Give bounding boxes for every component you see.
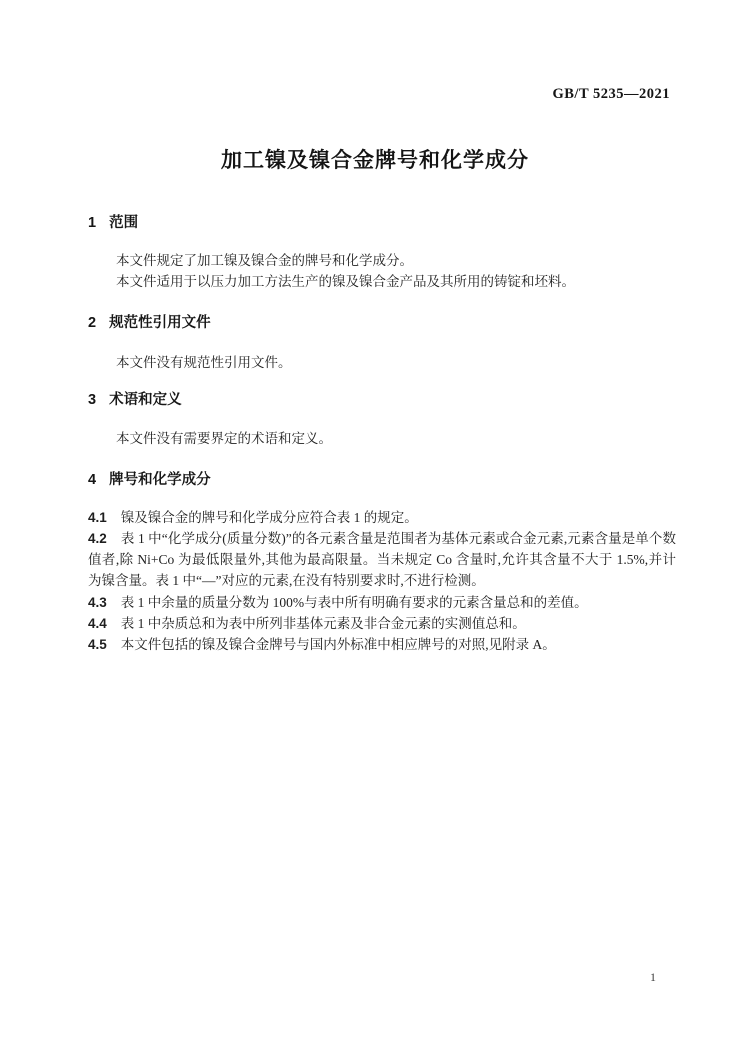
section-title: 范围 bbox=[109, 215, 139, 231]
paragraph: 本文件没有需要界定的术语和定义。 bbox=[116, 431, 332, 446]
page-title: 加工镍及镍合金牌号和化学成分 bbox=[221, 149, 529, 172]
clause-text: 表 1 中余量的质量分数为 100%与表中所有明确有要求的元素含量总和的差值。 bbox=[120, 595, 588, 610]
clause-text: 表 1 中“化学成分(质量分数)”的各元素含量是范围者为基体元素或合金元素,元素含量是单个数 bbox=[120, 531, 676, 546]
section-title: 牌号和化学成分 bbox=[109, 472, 211, 488]
clause-number: 4.4 bbox=[88, 616, 107, 631]
section-title: 规范性引用文件 bbox=[109, 315, 211, 331]
clause-number: 4.1 bbox=[88, 510, 107, 525]
paragraph: 本文件规定了加工镍及镍合金的牌号和化学成分。 bbox=[116, 253, 413, 268]
section-number: 1 bbox=[88, 215, 97, 231]
section-2-heading bbox=[88, 313, 676, 334]
clause-4-1 bbox=[88, 507, 676, 528]
clause-number: 4.5 bbox=[88, 637, 107, 652]
section-number: 4 bbox=[88, 472, 97, 488]
clause-4-2-continuation: 值者,除 Ni+Co 为最低限量外,其他为最高限量。当未规定 Co 含量时,允许其含量不大于 1.5%,并计 bbox=[88, 552, 676, 567]
section-title: 术语和定义 bbox=[109, 392, 182, 408]
section-3-heading bbox=[88, 390, 676, 411]
doc-number: GB/T 5235—2021 bbox=[552, 86, 670, 102]
clause-text: 表 1 中杂质总和为表中所列非基体元素及非合金元素的实测值总和。 bbox=[120, 616, 526, 631]
section-1-heading bbox=[88, 213, 676, 234]
section-number: 3 bbox=[88, 392, 97, 408]
clause-4-2 bbox=[88, 528, 676, 549]
section-number: 2 bbox=[88, 315, 97, 331]
paragraph: 本文件没有规范性引用文件。 bbox=[116, 355, 292, 370]
paragraph: 本文件适用于以压力加工方法生产的镍及镍合金产品及其所用的铸锭和坯料。 bbox=[116, 274, 575, 289]
clause-number: 4.3 bbox=[88, 595, 107, 610]
clause-4-4 bbox=[88, 613, 676, 634]
clause-text: 镍及镍合金的牌号和化学成分应符合表 1 的规定。 bbox=[120, 510, 418, 525]
clause-number: 4.2 bbox=[88, 531, 107, 546]
clause-4-5 bbox=[88, 634, 676, 655]
clause-4-2-continuation: 为镍含量。表 1 中“—”对应的元素,在没有特别要求时,不进行检测。 bbox=[88, 573, 485, 588]
clause-4-3 bbox=[88, 592, 676, 613]
clause-text: 本文件包括的镍及镍合金牌号与国内外标准中相应牌号的对照,见附录 A。 bbox=[120, 637, 556, 652]
page-number: 1 bbox=[650, 970, 656, 984]
section-4-heading bbox=[88, 470, 676, 491]
